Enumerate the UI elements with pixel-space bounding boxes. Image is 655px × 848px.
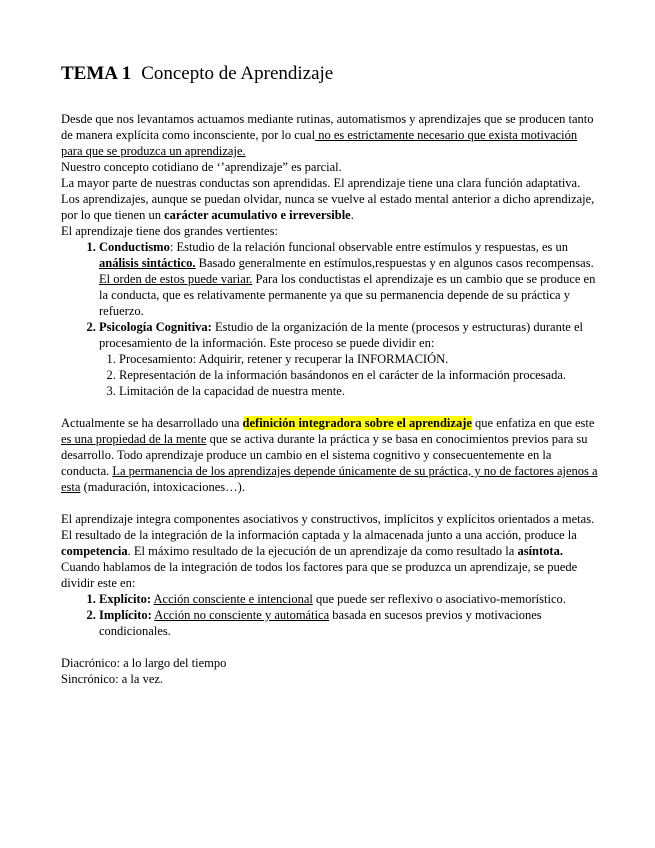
paragraph-conducts: La mayor parte de nuestras conductas son aprendidas. El aprendizaje tiene una clara función adaptativa. (61, 176, 581, 190)
list-item-conductismo (99, 239, 601, 319)
cognitiva-text: Estudio de la organización de la mente (procesos y estructuras) durante el procesamiento de la información. Este proceso se puede dividir en: (99, 320, 584, 350)
spacer (61, 495, 601, 511)
paragraph-accumulative (61, 191, 601, 223)
definition-text-3: que se activa durante la práctica y se basa en conocimientos previos para su desarrollo. Todo aprendizaje produce un cambio en el sistema cognitivo y consecuentemente en la conducta. (61, 432, 588, 478)
paragraph-concept: Nuestro concepto cotidiano de ‘’aprendizaje” es parcial. (61, 160, 342, 174)
conductismo-text: : Estudio de la relación funcional observable entre estímulos y respuestas, es un (169, 240, 568, 254)
asintota-bold: asíntota. (517, 544, 563, 558)
paragraph-diacronico: Diacrónico: a lo largo del tiempo (61, 656, 227, 670)
definition-underlined-1: es una propiedad de la mente (61, 432, 207, 446)
explicito-underlined: Acción consciente e intencional (153, 592, 313, 606)
sublist-item: 2. Representación de la información basándonos en el carácter de la información procesada. (119, 367, 601, 383)
document-content (61, 62, 601, 687)
paragraph-definition (61, 415, 601, 495)
paragraph-components: El aprendizaje integra componentes asociativos y constructivos, implícitos y explícitos orientados a metas. (61, 512, 595, 526)
term-implicito: Implícito: (99, 608, 152, 622)
definition-text-2: que enfatiza en que este (471, 416, 595, 430)
definition-text-4: (maduración, intoxicaciones…). (80, 480, 245, 494)
intro-underlined: no es estrictamente necesario que exista motivación para que se produzca un aprendizaje. (61, 128, 578, 158)
term-explicito: Explícito: (99, 592, 152, 606)
accum-text: Los aprendizajes, aunque se puedan olvidar, nunca se vuelve al estado mental anterior a dicho aprendizaje, por lo que tienen un (61, 192, 595, 222)
conductismo-text-3: Para los conductistas el aprendizaje es un cambio que se produce en la conducta, que es relativamente permanente ya que su permanencia depende de su práctica y refuerzo. (99, 272, 596, 318)
intro-text: Desde que nos levantamos actuamos mediante rutinas, automatismos y aprendizajes que se producen tanto de manera explícita como inconsciente, por lo cual (61, 112, 594, 142)
competencia-bold: competencia (61, 544, 128, 558)
vertientes-list (61, 239, 601, 399)
explicito-text: que puede ser reflexivo o asociativo-memorístico. (312, 592, 566, 606)
competencia-text-2: . El máximo resultado de la ejecución de un aprendizaje da como resultado la (127, 544, 518, 558)
sublist-item: 1. Procesamiento: Adquirir, retener y recuperar la INFORMACIÓN. (119, 351, 601, 367)
list-item-cognitiva (99, 319, 601, 399)
paragraph-intro (61, 111, 601, 159)
paragraph-vertientes: El aprendizaje tiene dos grandes vertientes: (61, 224, 278, 238)
definition-text: Actualmente se ha desarrollado una (61, 416, 243, 430)
tipos-list (61, 591, 601, 639)
spacer (61, 399, 601, 415)
term-conductismo: Conductismo (99, 240, 170, 254)
title-number: TEMA 1 (61, 63, 132, 84)
definition-highlight: definición integradora sobre el aprendizaje (242, 416, 472, 430)
implicito-underlined: Acción no consciente y automática (154, 608, 330, 622)
paragraph-sincronico: Sincrónico: a la vez. (61, 672, 164, 686)
list-item-implicito (99, 607, 601, 639)
competencia-text: El resultado de la integración de la información captada y la almacenada junto a una acción, produce la (61, 528, 577, 542)
accum-bold: carácter acumulativo e irreversible (164, 208, 351, 222)
definition-underlined-2: La permanencia de los aprendizajes depende únicamente de su práctica, y no de factores ajenos a esta (61, 464, 598, 494)
term-cognitiva: Psicología Cognitiva: (99, 320, 212, 334)
conductismo-bold-underlined: análisis sintáctico. (99, 256, 196, 270)
cognitiva-sublist (99, 351, 601, 399)
sublist-item: 3. Limitación de la capacidad de nuestra mente. (119, 383, 601, 399)
competencia-text-3: Cuando hablamos de la integración de todos los factores para que se produzca un aprendizaje, se puede dividir este en: (61, 560, 578, 590)
paragraph-competencia (61, 527, 601, 591)
conductismo-text-2: Basado generalmente en estímulos,respuestas y en algunos casos recompensas. (195, 256, 594, 270)
spacer (61, 639, 601, 655)
title-text: Concepto de Aprendizaje (141, 63, 334, 84)
list-item-explicito (99, 591, 601, 607)
accum-end: . (350, 208, 354, 222)
page-title (61, 62, 601, 86)
conductismo-underlined: El orden de estos puede variar. (99, 272, 253, 286)
implicito-text: basada en sucesos previos y motivaciones condicionales. (99, 608, 542, 638)
